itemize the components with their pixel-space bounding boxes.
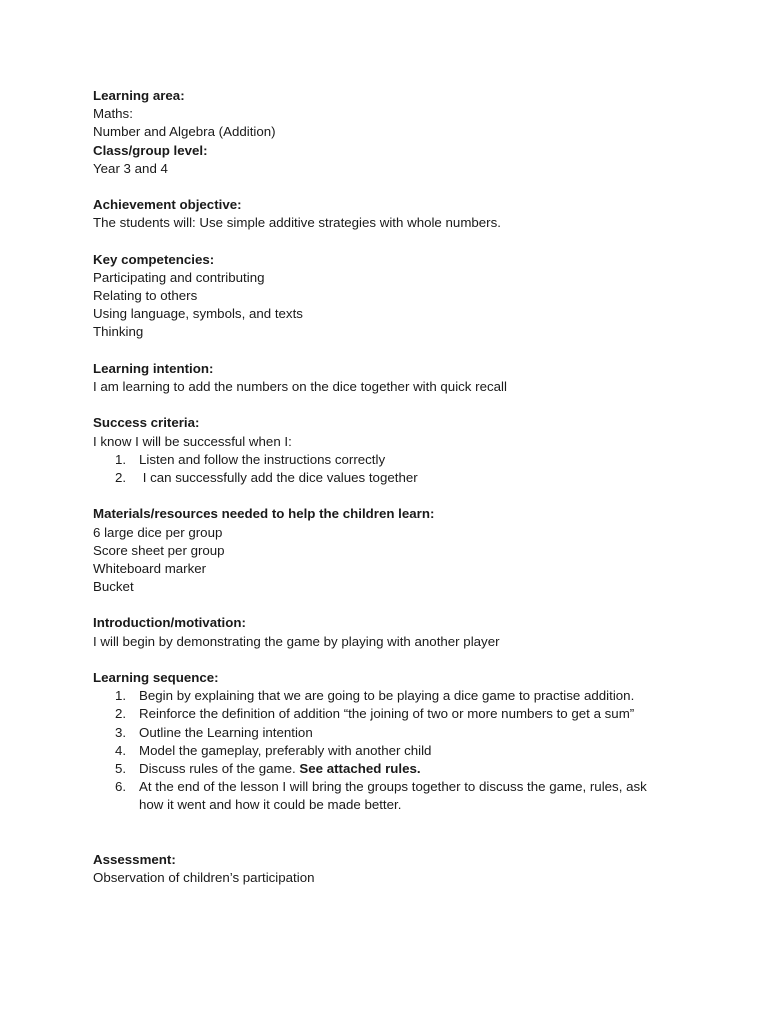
list-text: Reinforce the definition of addition “the joining of two or more numbers to get a sum” xyxy=(139,706,635,722)
list-item xyxy=(93,469,713,487)
list-number: 6. xyxy=(115,779,127,795)
list-item xyxy=(93,705,713,723)
intention-text: I am learning to add the numbers on the dice together with quick recall xyxy=(93,379,507,394)
achievement-text: The students will: Use simple additive strategies with whole numbers. xyxy=(93,215,501,231)
list-item xyxy=(93,760,713,778)
intention-heading: Learning intention: xyxy=(93,360,214,376)
spacer xyxy=(93,233,713,251)
sequence-heading: Learning sequence: xyxy=(93,670,219,686)
list-text: At the end of the lesson I will bring the groups together to discuss the game, rules, ask how it went and how it could be made better. xyxy=(139,779,647,813)
success-criteria-list xyxy=(93,451,713,487)
learning-area-heading: Learning area: xyxy=(93,88,185,103)
list-item xyxy=(93,724,713,742)
list-number: 5. xyxy=(115,761,127,777)
competency-item: Relating to others xyxy=(93,288,198,304)
competencies-heading: Key competencies: xyxy=(93,251,215,267)
competency-item: Thinking xyxy=(93,324,144,340)
assessment-text: Observation of children’s participation xyxy=(93,870,315,886)
list-item xyxy=(93,778,713,814)
list-text: Model the gameplay, preferably with another child xyxy=(139,742,432,758)
achievement-heading: Achievement objective: xyxy=(93,197,242,213)
spacer xyxy=(93,651,713,669)
list-item xyxy=(93,742,713,760)
lesson-plan-document xyxy=(93,87,713,887)
attached-rules-note: See attached rules. xyxy=(299,761,421,777)
material-item: Bucket xyxy=(93,579,134,595)
spacer xyxy=(93,342,713,360)
list-text: Outline the Learning intention xyxy=(139,724,313,740)
assessment-heading: Assessment: xyxy=(93,852,176,868)
list-number: 2. xyxy=(115,706,127,722)
list-item xyxy=(93,451,713,469)
material-item: 6 large dice per group xyxy=(93,524,223,540)
class-level-value: Year 3 and 4 xyxy=(93,160,168,176)
spacer xyxy=(93,396,713,414)
introduction-text: I will begin by demonstrating the game by playing with another player xyxy=(93,633,500,649)
competency-item: Using language, symbols, and texts xyxy=(93,306,303,322)
list-number: 2. xyxy=(115,469,127,485)
list-number: 1. xyxy=(115,451,127,467)
list-text: Discuss rules of the game. xyxy=(139,761,300,777)
list-number: 1. xyxy=(115,688,127,704)
class-level-heading: Class/group level: xyxy=(93,142,208,158)
competency-item: Participating and contributing xyxy=(93,269,265,285)
list-text: Listen and follow the instructions correctly xyxy=(139,451,386,467)
materials-heading: Materials/resources needed to help the children learn: xyxy=(93,506,435,522)
introduction-heading: Introduction/motivation: xyxy=(93,615,246,631)
success-heading: Success criteria: xyxy=(93,415,200,431)
success-intro: I know I will be successful when I: xyxy=(93,433,292,449)
list-number: 3. xyxy=(115,724,127,740)
spacer xyxy=(93,815,713,851)
learning-area-subject: Maths: xyxy=(93,106,133,122)
list-item xyxy=(93,687,713,705)
spacer xyxy=(93,178,713,196)
material-item: Score sheet per group xyxy=(93,542,225,558)
list-number: 4. xyxy=(115,742,127,758)
learning-area-strand: Number and Algebra (Addition) xyxy=(93,124,276,140)
spacer xyxy=(93,487,713,505)
spacer xyxy=(93,596,713,614)
list-text: Begin by explaining that we are going to be playing a dice game to practise addition. xyxy=(139,688,635,704)
list-text: I can successfully add the dice values together xyxy=(139,469,418,485)
material-item: Whiteboard marker xyxy=(93,560,207,576)
learning-sequence-list xyxy=(93,687,713,814)
